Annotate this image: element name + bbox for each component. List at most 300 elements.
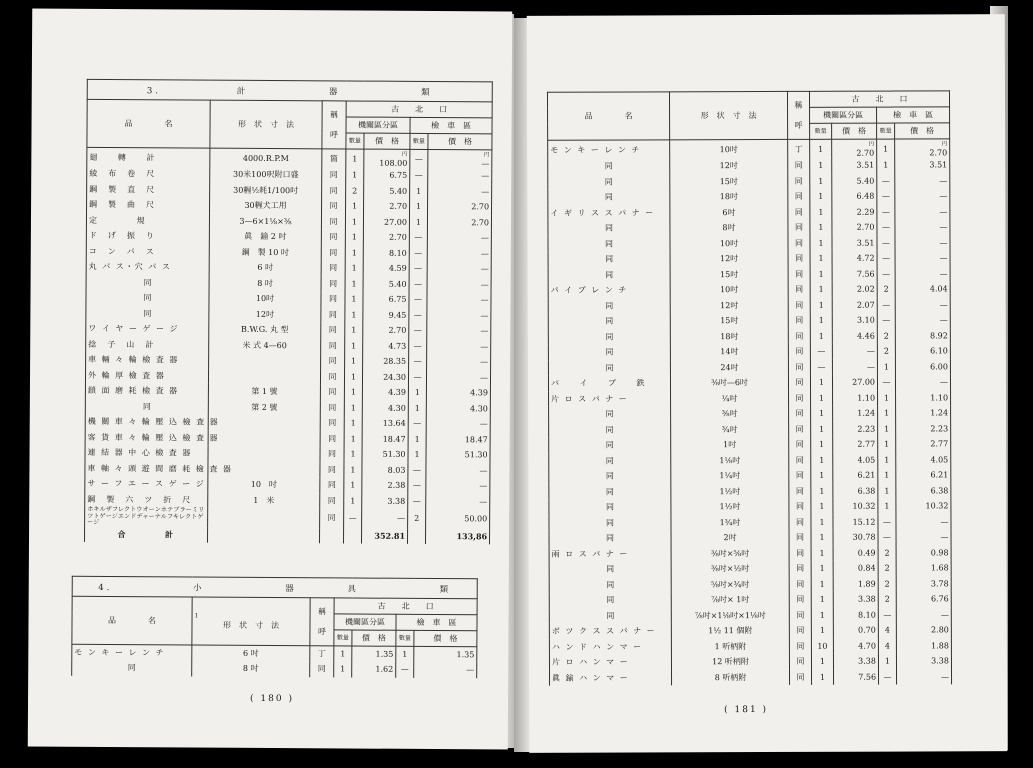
table-row bbox=[548, 328, 950, 345]
table-row bbox=[549, 514, 951, 531]
row-qty-b: 1 bbox=[878, 452, 896, 468]
row-qty-a: 1 bbox=[344, 384, 362, 400]
row-price-a: 2.23 bbox=[833, 421, 878, 437]
section-3-title: 3. 計 器 類 bbox=[87, 79, 492, 101]
row-item: 同 bbox=[549, 592, 671, 608]
table-row bbox=[549, 498, 951, 515]
row-item: 同 bbox=[549, 453, 671, 469]
header-group: 古 北 口 bbox=[334, 598, 477, 615]
row-unit: 同 bbox=[788, 344, 810, 360]
table-row bbox=[548, 250, 950, 267]
row-qty-b: 2 bbox=[878, 576, 896, 592]
row-spec: 12吋 bbox=[670, 251, 788, 267]
row-qty-a: 1 bbox=[334, 661, 352, 677]
table-row bbox=[549, 483, 951, 500]
row-item: 客 貨 車 々 輪 壓 込 檢 査 器 bbox=[85, 429, 208, 445]
header-item: 品 名 bbox=[87, 99, 210, 148]
row-item: 同 bbox=[548, 236, 670, 252]
row-qty-b: 1 bbox=[878, 499, 896, 515]
row-spec: 1½吋 bbox=[671, 499, 789, 515]
row-unit: 同 bbox=[789, 561, 811, 577]
row-unit: 箇 bbox=[322, 149, 346, 168]
row-price-b: — bbox=[895, 188, 950, 204]
row-item: ド げ 振 り bbox=[86, 228, 209, 244]
row-qty-a: 1 bbox=[811, 437, 833, 453]
row-qty-a: 1 bbox=[345, 322, 363, 338]
row-price-b: — bbox=[427, 276, 491, 292]
row-unit: 同 bbox=[789, 390, 811, 406]
row-spec: 10吋 bbox=[670, 282, 788, 298]
row-price-a: 30.78 bbox=[833, 530, 878, 546]
row-price-b: — bbox=[895, 219, 950, 235]
row-unit: 同 bbox=[789, 669, 811, 685]
header-qty: 數量 bbox=[334, 630, 352, 646]
row-qty-b: — bbox=[409, 292, 427, 308]
row-unit: 同 bbox=[788, 282, 810, 298]
row-price-b: — bbox=[414, 662, 477, 678]
row-price-b: 6.38 bbox=[896, 483, 951, 499]
row-qty-a: 1 bbox=[344, 477, 362, 493]
table-row bbox=[548, 312, 950, 329]
row-item: 片 ロ ハ ン マ ー bbox=[549, 654, 671, 670]
row-spec bbox=[208, 430, 320, 446]
row-spec: 1½ 11 個附 bbox=[671, 623, 789, 639]
row-spec: 米 式 4—60 bbox=[209, 337, 321, 353]
header-price: 價 格 bbox=[364, 133, 410, 149]
row-price-b: 6.21 bbox=[896, 467, 951, 483]
row-item: 兩 ロ ス パ ナ ー bbox=[549, 546, 671, 562]
row-price-b: 3.38 bbox=[896, 653, 951, 669]
header-qty: 數量 bbox=[346, 133, 364, 149]
left-page bbox=[28, 9, 512, 750]
row-spec: 12吋 bbox=[670, 158, 788, 174]
row-qty-b: — bbox=[877, 235, 895, 251]
row-price-b: — bbox=[427, 230, 491, 246]
row-unit: 同 bbox=[788, 359, 810, 375]
row-price-b: — bbox=[428, 168, 492, 184]
row-qty-b: — bbox=[408, 478, 426, 494]
row-price-b: 51.30 bbox=[426, 447, 490, 463]
row-price-b: 1.24 bbox=[896, 405, 951, 421]
row-qty-a: 1 bbox=[810, 220, 832, 236]
table-row bbox=[549, 436, 951, 453]
row-price-a: 3.51 bbox=[832, 235, 877, 251]
row-item: 外 輪 厚 檢 査 器 bbox=[85, 367, 208, 383]
table-row bbox=[548, 374, 950, 391]
header-sub-b: 檢 車 區 bbox=[410, 117, 492, 134]
row-unit: 同 bbox=[322, 183, 346, 199]
row-qty-a: 1 bbox=[345, 229, 363, 245]
header-qty-2: 數量 bbox=[396, 630, 414, 646]
row-price-a: 3.10 bbox=[832, 313, 877, 329]
header-sub-a: 機關區分區 bbox=[346, 117, 410, 133]
row-spec: 第 1 號 bbox=[208, 384, 320, 400]
row-price-a: 1.10 bbox=[833, 390, 878, 406]
row-item: モ ン キ ー レ ン チ bbox=[548, 140, 670, 159]
row-qty-b: — bbox=[877, 204, 895, 220]
row-item: 同 bbox=[549, 530, 671, 546]
row-price-b: 6.76 bbox=[896, 591, 951, 607]
row-price-b: 8.92 bbox=[895, 328, 950, 344]
row-unit: 同 bbox=[321, 307, 345, 323]
table-row bbox=[548, 173, 950, 190]
table-row bbox=[549, 467, 951, 484]
row-qty-b: 2 bbox=[877, 344, 895, 360]
row-item: 同 bbox=[549, 561, 671, 577]
row-price-a: 15.12 bbox=[833, 514, 878, 530]
row-qty-b: — bbox=[409, 307, 427, 323]
header-sub-a: 機關區分區 bbox=[810, 107, 877, 123]
row-spec: 18吋 bbox=[670, 328, 788, 344]
row-price-a: 4.30 bbox=[362, 400, 408, 416]
row-unit: 同 bbox=[320, 431, 344, 447]
table-row bbox=[548, 359, 950, 376]
table-row bbox=[549, 390, 951, 407]
row-qty-a: 1 bbox=[345, 245, 363, 261]
row-item: 車 輛 々 輪 檢 査 器 bbox=[86, 352, 209, 368]
row-item: ハ ン ド ハ ン マ ー bbox=[549, 639, 671, 655]
row-item: 鋼 製 直 尺 bbox=[87, 181, 210, 197]
row-item: ワ イ ヤ ー ゲ ー ジ bbox=[86, 321, 209, 337]
header-sub-b: 檢 車 區 bbox=[396, 614, 477, 630]
row-unit: 同 bbox=[321, 245, 345, 261]
row-price-b: 4.30 bbox=[426, 400, 490, 416]
row-price-b: — bbox=[427, 354, 491, 370]
row-qty-a: 1 bbox=[334, 646, 352, 662]
row-price-a: $^円$ 108.00 bbox=[364, 149, 410, 168]
row-price-a: 8.10 bbox=[833, 607, 878, 623]
row-price-a: 0.49 bbox=[833, 545, 878, 561]
row-spec bbox=[208, 415, 320, 431]
row-qty-b: — bbox=[408, 369, 426, 385]
row-qty-a: 1 bbox=[811, 561, 833, 577]
header-item: 品 名 bbox=[72, 596, 192, 645]
row-price-b: — bbox=[895, 266, 950, 282]
row-price-a: 7.56 bbox=[832, 266, 877, 282]
row-price-b: — bbox=[895, 374, 950, 390]
table-row bbox=[72, 660, 477, 678]
row-qty-b: 2 bbox=[878, 592, 896, 608]
row-item: 同 bbox=[548, 329, 670, 345]
row-price-b: $^円$ 2.70 bbox=[895, 139, 950, 158]
row-price-a: 1.89 bbox=[833, 576, 878, 592]
row-price-b: — bbox=[427, 338, 491, 354]
row-price-a: 4.46 bbox=[832, 328, 877, 344]
row-qty-b: 1 bbox=[877, 158, 895, 174]
table-row bbox=[549, 545, 951, 562]
row-price-a: 4.39 bbox=[362, 385, 408, 401]
row-qty-b: 1 bbox=[878, 483, 896, 499]
row-spec: ¼吋 bbox=[671, 390, 789, 406]
row-item: 同 bbox=[85, 398, 208, 414]
table-row bbox=[549, 576, 951, 593]
row-price-a: 3.38 bbox=[362, 493, 408, 509]
row-qty-a: 1 bbox=[345, 338, 363, 354]
row-qty-a: 1 bbox=[810, 204, 832, 220]
row-spec: 15吋 bbox=[670, 266, 788, 282]
row-unit: 同 bbox=[321, 291, 345, 307]
row-unit: 同 bbox=[789, 514, 811, 530]
row-unit: 同 bbox=[320, 462, 344, 478]
row-price-b: 2.80 bbox=[896, 622, 951, 638]
row-spec: 鋼 製 10 吋 bbox=[209, 244, 321, 260]
row-unit: 同 bbox=[788, 204, 810, 220]
table-row bbox=[548, 157, 950, 174]
row-unit: 同 bbox=[310, 661, 334, 677]
row-unit: 同 bbox=[320, 400, 344, 416]
row-qty-b: — bbox=[878, 530, 896, 546]
row-spec: 8 吋 bbox=[192, 661, 310, 677]
row-unit: 同 bbox=[789, 530, 811, 546]
row-price-a: 27.00 bbox=[363, 214, 409, 230]
row-spec: 眞 鍮 2 吋 bbox=[209, 229, 321, 245]
row-qty-a: 1 bbox=[811, 530, 833, 546]
page-number: ( 181 ) bbox=[724, 704, 769, 716]
row-spec: 30米100呎附口盛 bbox=[210, 167, 322, 183]
row-item: 同 bbox=[548, 298, 670, 314]
row-price-b: — bbox=[426, 493, 490, 509]
table-row bbox=[548, 204, 950, 221]
row-price-b: 6.10 bbox=[895, 343, 950, 359]
row-item: 同 bbox=[549, 515, 671, 531]
tools-table-continued bbox=[547, 90, 952, 685]
row-qty-b: — bbox=[409, 338, 427, 354]
row-qty-a: 1 bbox=[811, 592, 833, 608]
row-price-a: 1.35 bbox=[352, 646, 396, 662]
row-item: 捻 子 山 計 bbox=[86, 336, 209, 352]
row-spec: 6 吋 bbox=[192, 645, 310, 661]
row-price-a: 6.75 bbox=[364, 168, 410, 184]
row-spec: 1 米 bbox=[208, 492, 320, 508]
row-price-a: 4.59 bbox=[363, 261, 409, 277]
row-price-a: 13.64 bbox=[362, 416, 408, 432]
row-qty-a: — bbox=[810, 359, 832, 375]
row-spec: 30糎犬工用 bbox=[210, 198, 322, 214]
row-qty-a: 1 bbox=[345, 307, 363, 323]
header-price-2: 價 格 bbox=[895, 123, 950, 139]
row-unit: 同 bbox=[788, 297, 810, 313]
row-qty-b: — bbox=[410, 168, 428, 184]
row-spec: 1¾吋 bbox=[671, 514, 789, 530]
row-price-b: — bbox=[895, 173, 950, 189]
row-item: 同 bbox=[72, 660, 192, 676]
row-spec: 18吋 bbox=[670, 189, 788, 205]
row-price-b: — bbox=[428, 183, 492, 199]
row-qty-b: 1 bbox=[877, 139, 895, 158]
row-item: 同 bbox=[549, 577, 671, 593]
table-row bbox=[549, 529, 951, 546]
row-qty-b: 1 bbox=[877, 359, 895, 375]
row-price-b: — bbox=[896, 607, 951, 623]
row-qty-b: — bbox=[877, 189, 895, 205]
row-item: 眞 鍮 ハ ン マ ー bbox=[549, 670, 671, 686]
row-qty-b: 2 bbox=[877, 282, 895, 298]
row-qty-b: 1 bbox=[878, 406, 896, 422]
row-qty-a: 1 bbox=[345, 291, 363, 307]
row-spec: 12吋 bbox=[209, 306, 321, 322]
row-item: 同 bbox=[549, 406, 671, 422]
row-price-a: 2.38 bbox=[362, 478, 408, 494]
row-spec: ⅜吋—6吋 bbox=[670, 375, 788, 391]
row-item: 同 bbox=[548, 158, 670, 174]
row-unit: 同 bbox=[321, 214, 345, 230]
row-item: 同 bbox=[86, 305, 209, 321]
row-spec: ⅜吋 bbox=[671, 406, 789, 422]
row-price-b: 2.77 bbox=[896, 436, 951, 452]
row-unit: 同 bbox=[789, 654, 811, 670]
row-price-a: 28.35 bbox=[363, 354, 409, 370]
row-unit: 同 bbox=[788, 235, 810, 251]
row-qty-a: 1 bbox=[811, 607, 833, 623]
row-unit: 同 bbox=[321, 353, 345, 369]
row-price-b: — bbox=[895, 235, 950, 251]
row-unit: 同 bbox=[320, 369, 344, 385]
row-spec: 10 吋 bbox=[208, 477, 320, 493]
row-item: 鋼 製 六 ツ 折 尺 bbox=[85, 491, 208, 507]
row-unit: 同 bbox=[320, 446, 344, 462]
row-price-a: 5.40 bbox=[363, 276, 409, 292]
header-qty-2: 數量 bbox=[410, 133, 428, 149]
row-item: 同 bbox=[549, 608, 671, 624]
row-price-a: 3.51 bbox=[832, 158, 877, 174]
row-price-a: 2.70 bbox=[363, 230, 409, 246]
row-qty-a: 2 bbox=[346, 183, 364, 199]
row-spec bbox=[208, 368, 320, 384]
row-price-a: 1.62 bbox=[352, 662, 396, 678]
header-spec: 1 形 状 寸 法 bbox=[192, 597, 310, 646]
row-price-b: — bbox=[896, 514, 951, 530]
row-unit: 同 bbox=[789, 483, 811, 499]
row-item: サ ー フ エ ー ス ゲ ー ジ bbox=[85, 476, 208, 492]
row-qty-a: 1 bbox=[810, 173, 832, 189]
row-unit: 同 bbox=[789, 452, 811, 468]
row-spec: 14吋 bbox=[670, 344, 788, 360]
row-price-a: 24.30 bbox=[362, 369, 408, 385]
row-spec: 第 2 號 bbox=[208, 399, 320, 415]
row-unit: 同 bbox=[321, 322, 345, 338]
row-qty-a: 1 bbox=[345, 260, 363, 276]
row-price-a: 2.29 bbox=[832, 204, 877, 220]
row-spec: 8 听柄附 bbox=[671, 669, 789, 685]
row-qty-b: — bbox=[409, 245, 427, 261]
row-price-a: 18.47 bbox=[362, 431, 408, 447]
row-item: 定 規 bbox=[86, 212, 209, 228]
row-spec: 10吋 bbox=[670, 235, 788, 251]
row-unit: 同 bbox=[788, 328, 810, 344]
row-spec: 8 吋 bbox=[209, 275, 321, 291]
row-qty-b: 4 bbox=[878, 623, 896, 639]
row-item: 同 bbox=[549, 468, 671, 484]
row-spec: 15吋 bbox=[670, 173, 788, 189]
row-price-b: 3.51 bbox=[895, 157, 950, 173]
row-spec: 4000.R.P.M bbox=[210, 148, 322, 167]
table-row bbox=[87, 147, 492, 168]
row-spec: 12 听柄附 bbox=[671, 654, 789, 670]
row-qty-a: 1 bbox=[346, 198, 364, 214]
row-qty-a: 1 bbox=[810, 282, 832, 298]
page-number: ( 180 ) bbox=[250, 693, 295, 705]
row-item: 同 bbox=[548, 174, 670, 190]
row-qty-b: 2 bbox=[878, 545, 896, 561]
row-qty-b: 1 bbox=[408, 400, 426, 416]
header-sub-a: 機關區分區 bbox=[334, 614, 396, 630]
table-row bbox=[548, 281, 950, 298]
row-price-b: 1.68 bbox=[896, 560, 951, 576]
row-qty-b: — bbox=[409, 261, 427, 277]
row-qty-b: 2 bbox=[878, 561, 896, 577]
row-unit: 同 bbox=[789, 406, 811, 422]
row-item: 同 bbox=[548, 360, 670, 376]
row-unit: 同 bbox=[788, 158, 810, 174]
row-item: 同 bbox=[549, 499, 671, 515]
row-spec: 1¼吋 bbox=[671, 468, 789, 484]
row-price-a: 2.02 bbox=[832, 282, 877, 298]
row-price-b: — bbox=[427, 245, 491, 261]
total-value-b: 133,86 bbox=[425, 528, 489, 544]
row-qty-a: 1 bbox=[345, 353, 363, 369]
table-row bbox=[549, 622, 951, 639]
row-qty-a: 1 bbox=[810, 297, 832, 313]
row-qty-a: 1 bbox=[811, 623, 833, 639]
row-qty-b: — bbox=[409, 230, 427, 246]
row-price-b: — bbox=[427, 261, 491, 277]
row-price-b: — bbox=[895, 312, 950, 328]
row-qty-b: 1 bbox=[878, 390, 896, 406]
row-qty-b: 1 bbox=[408, 385, 426, 401]
row-price-b: — bbox=[426, 478, 490, 494]
row-qty-a: 1 bbox=[344, 431, 362, 447]
row-qty-a: 1 bbox=[344, 493, 362, 509]
row-price-b: — bbox=[427, 323, 491, 339]
row-qty-b: — bbox=[877, 297, 895, 313]
row-item: コ ン パ ス bbox=[86, 243, 209, 259]
header-price-2: 價 格 bbox=[414, 630, 477, 646]
row-price-a: 27.00 bbox=[832, 375, 877, 391]
table-row bbox=[549, 638, 951, 655]
row-spec bbox=[209, 353, 321, 369]
row-spec: 10吋 bbox=[209, 291, 321, 307]
row-qty-a: 1 bbox=[810, 328, 832, 344]
row-qty-b: — bbox=[410, 149, 428, 168]
row-spec: ⅜吋×⅝吋 bbox=[671, 545, 789, 561]
header-sub-b: 檢 車 區 bbox=[877, 107, 950, 123]
row-price-a: 8.10 bbox=[363, 245, 409, 261]
table-row bbox=[548, 139, 950, 159]
table-row-item: ホキルザフレクトウオーンホテブラーミリツトゲージエンドデャーナルフキレクトゲージ bbox=[85, 507, 208, 527]
row-qty-b: 1 bbox=[878, 468, 896, 484]
row-item: ボ ツ ク ス ス パ ナ ー bbox=[549, 623, 671, 639]
row-spec: 1½吋 bbox=[671, 483, 789, 499]
row-qty-a: 1 bbox=[346, 149, 364, 168]
row-item: 同 bbox=[548, 344, 670, 360]
row-price-b: 6.00 bbox=[895, 359, 950, 375]
row-item: 同 bbox=[549, 484, 671, 500]
row-qty-a: 1 bbox=[810, 266, 832, 282]
row-item: 同 bbox=[548, 189, 670, 205]
row-qty-a: 1 bbox=[344, 369, 362, 385]
row-qty-a: 1 bbox=[810, 235, 832, 251]
row-spec: B.W.G. 丸 型 bbox=[209, 322, 321, 338]
row-item: 綾 布 卷 尺 bbox=[87, 166, 210, 182]
row-qty-a: 1 bbox=[344, 462, 362, 478]
header-unit: 稱 呼 bbox=[310, 598, 334, 646]
row-spec: 1 听柄附 bbox=[671, 638, 789, 654]
row-spec: 3—6×1⅛×⅜ bbox=[209, 213, 321, 229]
row-qty-a: 1 bbox=[811, 421, 833, 437]
row-price-a: 5.40 bbox=[832, 173, 877, 189]
row-qty-b: 4 bbox=[878, 638, 896, 654]
row-item: パ イ プ 鉄 bbox=[548, 375, 670, 391]
